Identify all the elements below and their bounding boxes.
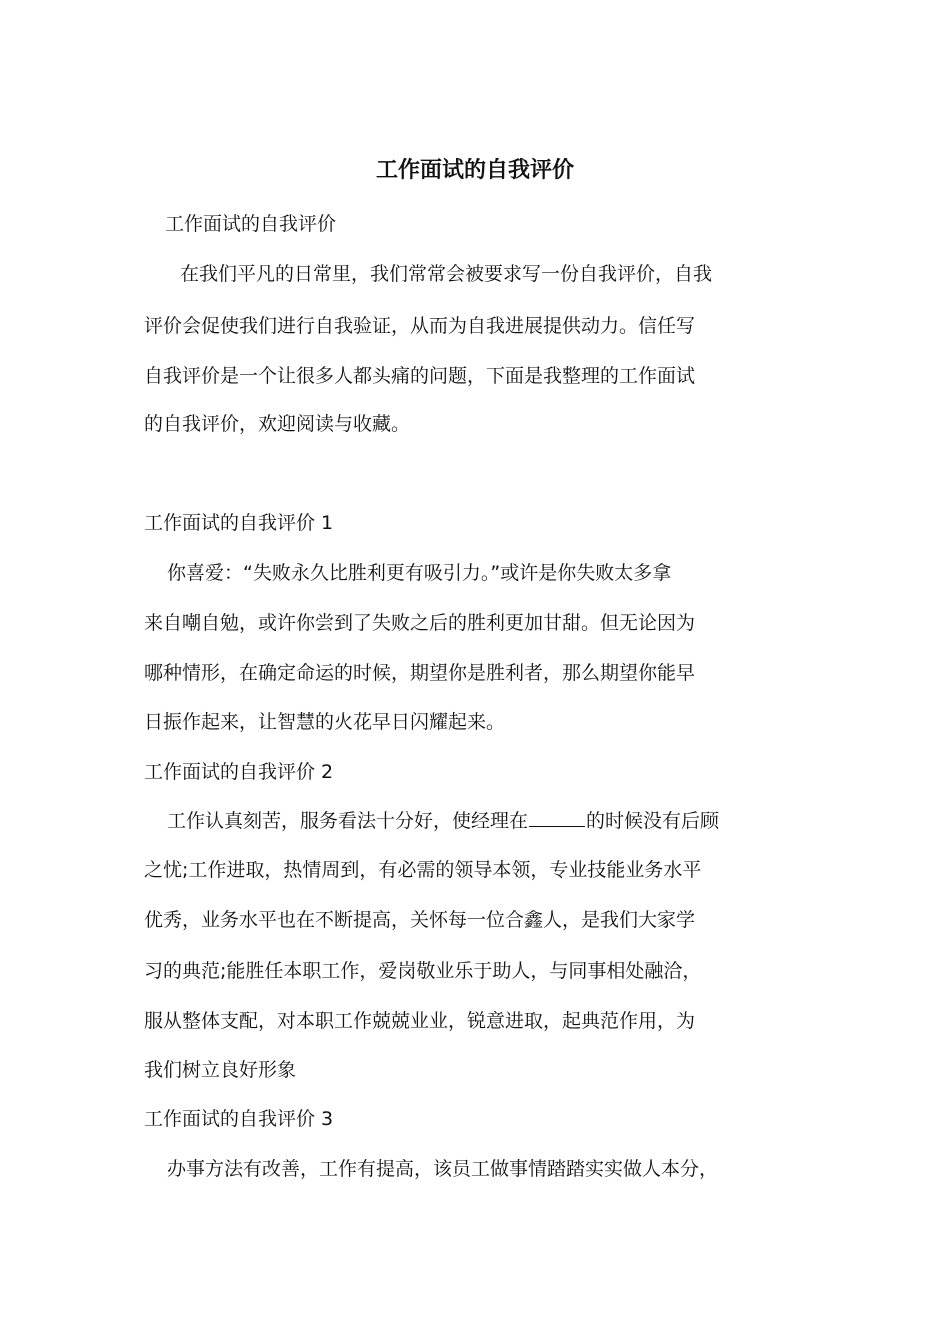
section-1-line-2: 来自嘲自勉，或许你尝到了失败之后的胜利更加甘甜。但无论因为 bbox=[144, 612, 696, 634]
section-2-line-1-after-blank: 的时候没有后顾 bbox=[586, 810, 720, 832]
section-3-heading: 工作面试的自我评价 3 bbox=[144, 1108, 334, 1130]
section-2-line-3: 优秀，业务水平也在不断提高，关怀每一位合鑫人，是我们大家学 bbox=[144, 909, 696, 931]
section-1-line-1: 你喜爱：“失败永久比胜利更有吸引力。”或许是你失败太多拿 bbox=[167, 562, 672, 584]
document-title: 工作面试的自我评价 bbox=[375, 158, 574, 183]
intro-line-4: 的自我评价，欢迎阅读与收藏。 bbox=[144, 413, 411, 435]
fill-in-blank bbox=[529, 808, 585, 827]
section-1-heading: 工作面试的自我评价 1 bbox=[144, 512, 334, 534]
section-1-line-4: 日振作起来，让智慧的火花早日闪耀起来。 bbox=[144, 711, 506, 733]
section-2-line-1 bbox=[167, 808, 719, 834]
section-2-line-2: 之忧;工作进取，热情周到，有必需的领导本领，专业技能业务水平 bbox=[144, 859, 702, 881]
section-2-line-5: 服从整体支配，对本职工作兢兢业业，锐意进取，起典范作用，为 bbox=[144, 1010, 696, 1032]
intro-line-2: 评价会促使我们进行自我验证，从而为自我进展提供动力。信任写 bbox=[144, 315, 696, 337]
section-2-line-4: 习的典范;能胜任本职工作，爱岗敬业乐于助人，与同事相处融洽， bbox=[144, 960, 702, 982]
intro-line-3: 自我评价是一个让很多人都头痛的问题，下面是我整理的工作面试 bbox=[144, 365, 696, 387]
section-1-line-3: 哪种情形，在确定命运的时候，期望你是胜利者，那么期望你能早 bbox=[144, 662, 696, 684]
section-2-heading: 工作面试的自我评价 2 bbox=[144, 761, 334, 783]
document-subtitle: 工作面试的自我评价 bbox=[165, 213, 337, 235]
section-2-line-1-before-blank: 工作认真刻苦，服务看法十分好，使经理在 bbox=[167, 810, 529, 832]
intro-line-1: 在我们平凡的日常里，我们常常会被要求写一份自我评价，自我 bbox=[180, 263, 713, 285]
section-3-line-1: 办事方法有改善，工作有提高，该员工做事情踏踏实实做人本分， bbox=[167, 1158, 719, 1180]
section-2-line-6: 我们树立良好形象 bbox=[144, 1059, 297, 1081]
